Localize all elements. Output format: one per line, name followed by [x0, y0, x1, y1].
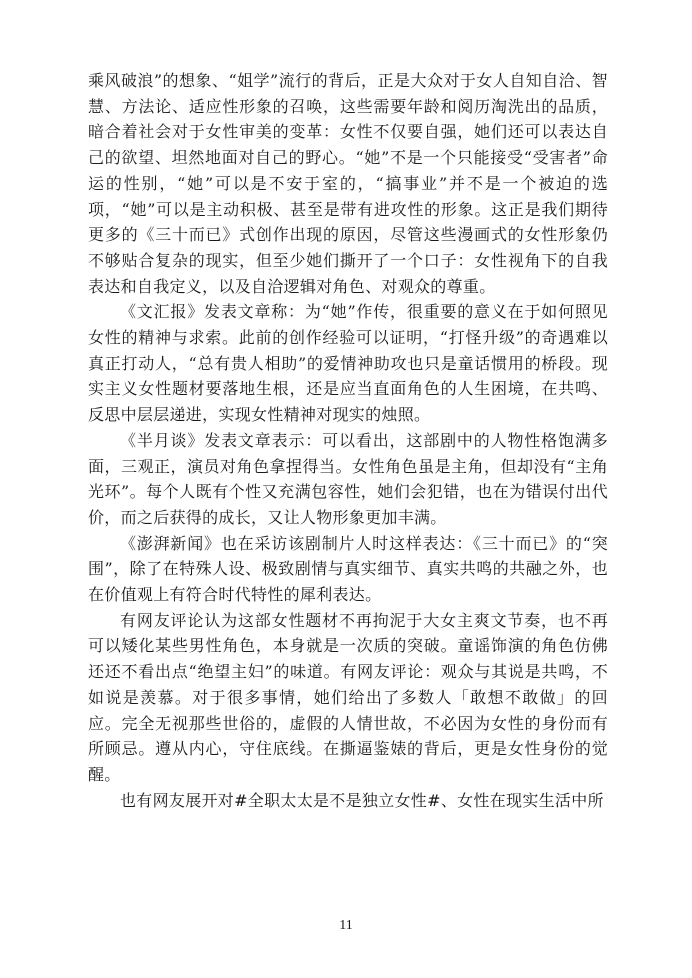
paragraph-netizen-discussion: 也有网友展开对#全职太太是不是独立女性#、女性在现实生活中所: [120, 790, 604, 810]
paragraph-netizen-comment: 有网友评论认为这部女性题材不再拘泥于大女主爽文节奏，也不再可以矮化某些男性角色，本身就是一次质的突破。童谣饰演的角色仿佛还还不看出点“绝望主妇”的味道。有网友评论：观众与其说是共鸣，不如说是羡慕。对于很多事情，她们给出了多数人「敢想不敢做」的回应。完全无视那些世俗的，虚假的人情世故，不必因为女性的身份而有所顾忌。遵从内心，守住底线。在撕逼鉴婊的背后，更是女性身份的觉醒。: [88, 610, 608, 784]
paragraph-banyuetan: 《半月谈》发表文章表示：可以看出，这部剧中的人物性格饱满多面，三观正，演员对角色拿捏得当。女性角色虽是主角，但却没有“主角光环”。每个人既有个性又充满包容性，她们会犯错，也在为错误付出代价，而之后获得的成长，又让人物形象更加丰满。: [88, 430, 608, 527]
document-body: [88, 68, 608, 813]
paragraph-continued: 乘风破浪”的想象、“姐学”流行的背后，正是大众对于女人自知自洽、智慧、方法论、适应性形象的召唤，这些需要年龄和阅历淘洗出的品质，暗合着社会对于女性审美的变革：女性不仅要自强，她们还可以表达自己的欲望、坦然地面对自己的野心。“她”不是一个只能接受“受害者”命运的性别，“她”可以是不安于室的，“搞事业”并不是一个被迫的选项，“她”可以是主动积极、甚至是带有进攻性的形象。这正是我们期待更多的《三十而已》式创作出现的原因，尽管这些漫画式的女性形象仍不够贴合复杂的现实，但至少她们撕开了一个口子：女性视角下的自我表达和自我定义，以及自洽逻辑对角色、对观众的尊重。: [88, 71, 608, 296]
page-number: 11: [339, 918, 353, 933]
paragraph-wenhuibao: 《文汇报》发表文章称：为“她”作传，很重要的意义在于如何照见女性的精神与求索。此前的创作经验可以证明，“打怪升级”的奇遇难以真正打动人，“总有贵人相助”的爱情神助攻也只是童话惯用的桥段。现实主义女性题材要落地生根，还是应当直面角色的人生困境，在共鸣、反思中层层递进，实现女性精神对现实的烛照。: [88, 302, 608, 425]
paragraph-pengpai: 《澎湃新闻》也在采访该剧制片人时这样表达：《三十而已》的“突围”，除了在特殊人设、极致剧情与真实细节、真实共鸣的共融之外，也在价值观上有符合时代特性的犀利表达。: [88, 533, 608, 605]
